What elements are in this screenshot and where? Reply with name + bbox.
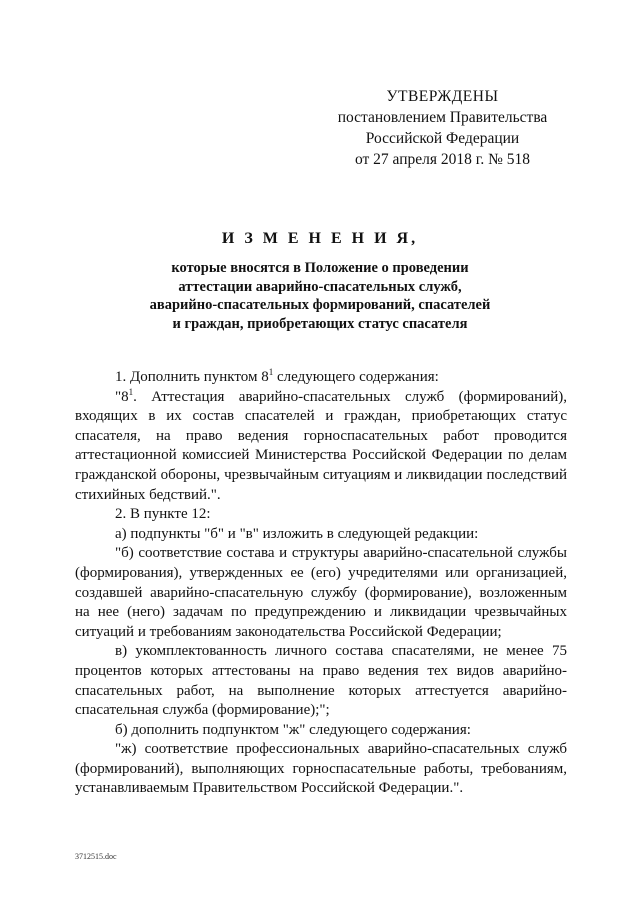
paragraph-1: 1. Дополнить пунктом $8^1$ следующего содержания: xyxy=(115,367,439,385)
paragraph-8: "ж) соответствие профессиональных аварийно-спасательных служб (формирований), выполняющих горноспасательные работы, требованиям, устанавливаемым Правительством Российской Федерации.". xyxy=(75,741,567,797)
approval-title: УТВЕРЖДЕНЫ xyxy=(386,88,499,105)
subtitle-line-1: которые вносятся в Положение о проведении xyxy=(171,260,469,276)
paragraph-2: "$8^1$. Аттестация аварийно-спасательных служб (формирований), входящих в их состав спасателей и граждан, приобретающих статус спасателя, на право ведения горноспасательных работ проводится аттестационной комиссией Министерства Российской Федерации по делам гражданской обороны, чрезвычайным ситуациям и ликвидации последствий стихийных бедствий.". xyxy=(75,386,567,503)
paragraph-3: 2. В пункте 12: xyxy=(115,506,211,523)
footer-filename: 3712515.doc xyxy=(75,852,117,861)
paragraph-4: а) подпункты "б" и "в" изложить в следующей редакции: xyxy=(115,525,479,542)
paragraph-7: б) дополнить подпунктом "ж" следующего содержания: xyxy=(115,721,471,738)
subtitle-line-2: аттестации аварийно-спасательных служб, xyxy=(178,278,462,295)
approval-block xyxy=(330,86,555,170)
document-subtitle xyxy=(120,259,520,333)
approval-line-decree: постановлением Правительства xyxy=(337,109,548,126)
subtitle-line-4: и граждан, приобретающих статус спасателя xyxy=(172,315,468,332)
superscript: 1 xyxy=(268,367,274,377)
subtitle-line-3: аварийно-спасательных формирований, спасателей xyxy=(149,297,491,313)
approval-line-date-number: от 27 апреля 2018 г. № 518 xyxy=(354,151,531,168)
document-title: И З М Е Н Е Н И Я, xyxy=(221,230,419,247)
approval-line-federation: Российской Федерации xyxy=(365,130,520,147)
paragraph-6: в) укомплектованность личного состава спасателями, не менее 75 процентов которых аттестованы на право ведения тех видов аварийно-спасательных работ, на выполнение которых аттестуется аварийно-спасательная служба (формирование);"; xyxy=(75,643,567,719)
paragraph-5: "б) соответствие состава и структуры аварийно-спасательной службы (формирования), утвержденных ее (его) учредителями или организацией, создавшей аварийно-спасательную службу (формирование), возложенным на нее (него) задачам по предупреждению и ликвидации чрезвычайных ситуаций и требованиям законодательства Российской Федерации; xyxy=(75,545,567,640)
document-body xyxy=(75,368,567,799)
superscript: 1 xyxy=(128,386,134,397)
